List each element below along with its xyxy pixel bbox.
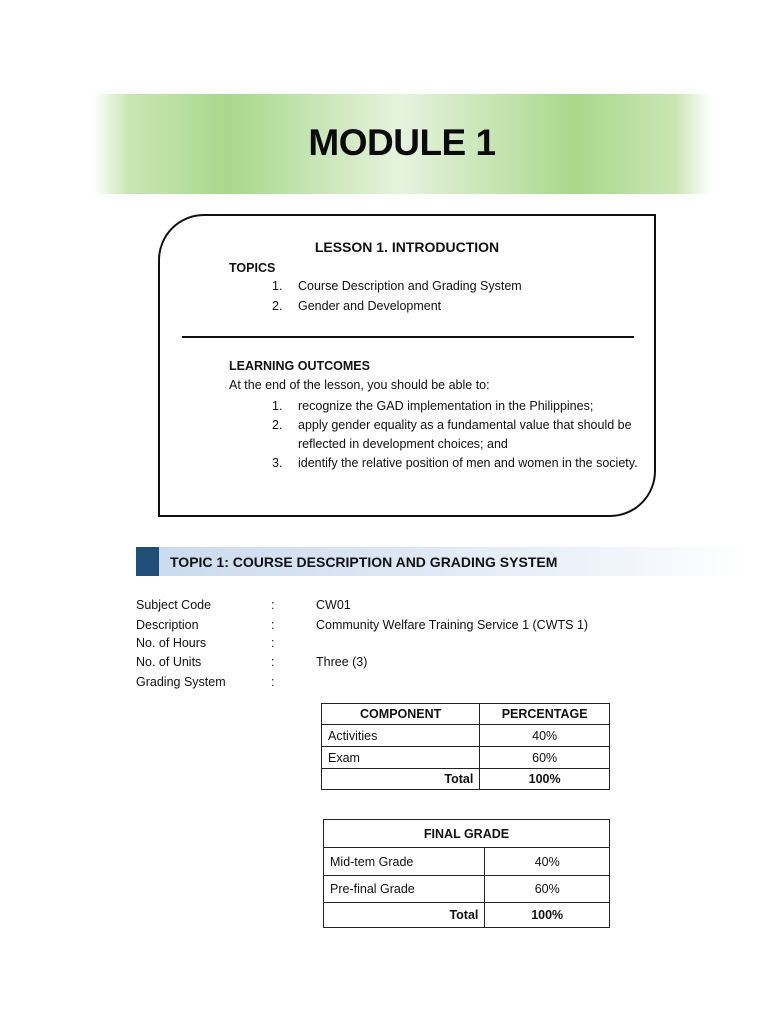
info-colon: :	[271, 636, 275, 650]
table-row-total	[324, 903, 610, 928]
topic-list	[272, 279, 642, 319]
topic-header	[136, 547, 748, 576]
outcome-item	[272, 397, 642, 416]
outcome-number: 1.	[272, 399, 283, 413]
table-row	[322, 725, 610, 747]
component-name: Exam	[322, 747, 480, 769]
total-value: 100%	[485, 903, 610, 928]
module-title: MODULE 1	[308, 122, 496, 163]
topic-header-title: TOPIC 1: COURSE DESCRIPTION AND GRADING SYSTEM	[170, 554, 558, 570]
outcome-list	[272, 397, 642, 473]
info-label: No. of Hours	[136, 636, 207, 650]
section-divider	[182, 336, 634, 338]
table-row	[322, 747, 610, 769]
info-value: Three (3)	[316, 655, 368, 669]
outcome-item	[272, 454, 642, 473]
info-label: Subject Code	[136, 598, 212, 612]
table-row-total	[322, 769, 610, 790]
module-banner	[92, 94, 712, 194]
info-label: Grading System	[136, 675, 226, 689]
component-value: 60%	[480, 747, 610, 769]
total-label: Total	[322, 769, 480, 790]
outcome-text: identify the relative position of men and women in the society.	[298, 456, 638, 470]
outcomes-label: LEARNING OUTCOMES	[229, 359, 370, 373]
info-value: Community Welfare Training Service 1 (CWTS 1)	[316, 618, 589, 632]
topic-text: Gender and Development	[298, 299, 442, 313]
table-row	[324, 848, 610, 876]
component-table	[321, 703, 610, 790]
grade-name: Mid-tem Grade	[324, 848, 485, 876]
outcome-text: apply gender equality as a fundamental value that should be reflected in development choices; and	[298, 418, 632, 451]
info-row-subject-code	[136, 598, 636, 612]
grade-value: 60%	[485, 876, 610, 903]
component-header: COMPONENT	[322, 704, 480, 725]
outcome-text: recognize the GAD implementation in the Philippines;	[298, 399, 594, 413]
topic-item	[272, 279, 642, 299]
info-row-description	[136, 618, 636, 632]
total-value: 100%	[480, 769, 610, 790]
lesson-box	[158, 214, 656, 517]
final-grade-table	[323, 819, 610, 928]
topic-header-tab	[136, 547, 159, 576]
topics-label: TOPICS	[229, 261, 276, 275]
info-value	[316, 675, 636, 689]
component-name: Activities	[322, 725, 480, 747]
topic-number: 2.	[272, 299, 283, 313]
grade-value: 40%	[485, 848, 610, 876]
percentage-header: PERCENTAGE	[480, 704, 610, 725]
topic-text: Course Description and Grading System	[298, 279, 522, 293]
outcomes-intro: At the end of the lesson, you should be able to:	[229, 378, 490, 392]
outcome-number: 3.	[272, 456, 283, 470]
component-value: 40%	[480, 725, 610, 747]
info-row-units	[136, 655, 636, 669]
grade-name: Pre-final Grade	[324, 876, 485, 903]
outcome-item	[272, 416, 642, 454]
table-row	[324, 876, 610, 903]
info-label: No. of Units	[136, 655, 202, 669]
info-colon: :	[271, 618, 275, 632]
info-colon: :	[271, 675, 275, 689]
outcome-number: 2.	[272, 418, 283, 432]
info-label: Description	[136, 618, 199, 632]
topic-item	[272, 299, 642, 319]
info-row-grading-system	[136, 675, 636, 689]
info-value	[316, 636, 636, 650]
info-colon: :	[271, 655, 275, 669]
info-value: CW01	[316, 598, 351, 612]
info-row-hours	[136, 636, 636, 650]
final-grade-header: FINAL GRADE	[324, 820, 610, 848]
total-label: Total	[324, 903, 485, 928]
lesson-title: LESSON 1. INTRODUCTION	[314, 239, 500, 255]
topic-number: 1.	[272, 279, 283, 293]
info-colon: :	[271, 598, 275, 612]
